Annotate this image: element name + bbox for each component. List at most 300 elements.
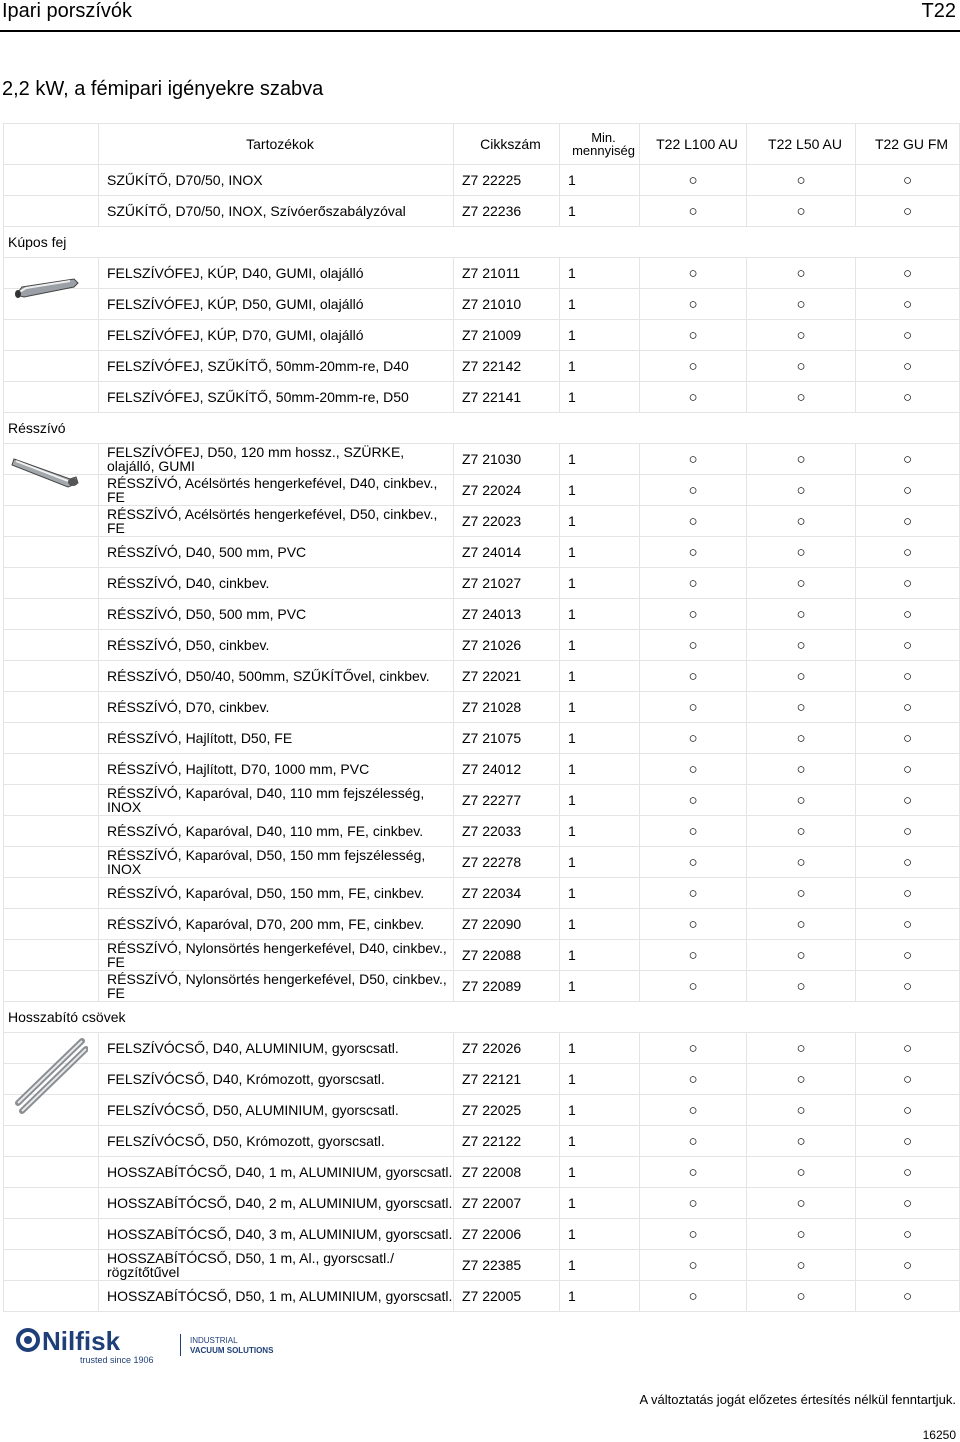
table-row	[4, 289, 960, 320]
table-row	[4, 878, 960, 909]
item-name: RÉSSZÍVÓ, Kaparóval, D50, 150 mm, FE, cinkbev.	[99, 878, 454, 909]
item-min-qty: 1	[560, 1157, 640, 1188]
availability-l50: ○	[747, 847, 856, 878]
table-row	[4, 1188, 960, 1219]
table-row	[4, 568, 960, 599]
availability-l50: ○	[747, 878, 856, 909]
availability-gu: ○	[856, 165, 960, 196]
availability-l100: ○	[640, 537, 747, 568]
row-image-cell	[4, 382, 99, 413]
availability-l50: ○	[747, 661, 856, 692]
item-code: Z7 24012	[454, 754, 560, 785]
availability-l100: ○	[640, 351, 747, 382]
table-row	[4, 723, 960, 754]
item-name: RÉSSZÍVÓ, Hajlított, D70, 1000 mm, PVC	[99, 754, 454, 785]
table-row	[4, 816, 960, 847]
header-title: Ipari porszívók	[2, 0, 133, 22]
availability-gu: ○	[856, 1033, 960, 1064]
nilfisk-logo	[16, 1326, 316, 1366]
item-min-qty: 1	[560, 1033, 640, 1064]
item-code: Z7 21026	[454, 630, 560, 661]
availability-l100: ○	[640, 506, 747, 537]
accessories-table	[3, 123, 960, 1312]
availability-l100: ○	[640, 1033, 747, 1064]
item-min-qty: 1	[560, 785, 640, 816]
item-name: RÉSSZÍVÓ, D70, cinkbev.	[99, 692, 454, 723]
header-divider	[0, 30, 960, 32]
item-code: Z7 22122	[454, 1126, 560, 1157]
availability-l50: ○	[747, 475, 856, 506]
group-row	[4, 1002, 960, 1033]
table-row	[4, 444, 960, 475]
row-image-cell	[4, 1095, 99, 1126]
availability-l50: ○	[747, 599, 856, 630]
item-name: RÉSSZÍVÓ, Nylonsörtés hengerkefével, D50, cinkbev., FE	[99, 971, 454, 1002]
availability-gu: ○	[856, 940, 960, 971]
item-min-qty: 1	[560, 320, 640, 351]
item-name: FELSZÍVÓCSŐ, D40, ALUMINIUM, gyorscsatl.	[99, 1033, 454, 1064]
item-name: RÉSSZÍVÓ, D50, 500 mm, PVC	[99, 599, 454, 630]
item-name: FELSZÍVÓFEJ, KÚP, D70, GUMI, olajálló	[99, 320, 454, 351]
availability-gu: ○	[856, 1188, 960, 1219]
availability-gu: ○	[856, 475, 960, 506]
availability-l100: ○	[640, 754, 747, 785]
item-min-qty: 1	[560, 196, 640, 227]
table-row	[4, 351, 960, 382]
availability-gu: ○	[856, 847, 960, 878]
logo-brand: Nilfisk	[42, 1326, 121, 1356]
item-min-qty: 1	[560, 351, 640, 382]
row-image-cell	[4, 816, 99, 847]
row-image-cell	[4, 1064, 99, 1095]
availability-l50: ○	[747, 1281, 856, 1312]
availability-l50: ○	[747, 506, 856, 537]
item-code: Z7 21009	[454, 320, 560, 351]
row-image-cell	[4, 785, 99, 816]
item-code: Z7 21011	[454, 258, 560, 289]
table-row	[4, 1126, 960, 1157]
item-code: Z7 22026	[454, 1033, 560, 1064]
availability-l50: ○	[747, 1157, 856, 1188]
availability-gu: ○	[856, 723, 960, 754]
header-accessories: Tartozékok	[99, 124, 454, 165]
availability-gu: ○	[856, 816, 960, 847]
availability-l100: ○	[640, 971, 747, 1002]
item-code: Z7 21030	[454, 444, 560, 475]
row-image-cell	[4, 320, 99, 351]
table-row	[4, 630, 960, 661]
item-code: Z7 22141	[454, 382, 560, 413]
item-min-qty: 1	[560, 506, 640, 537]
item-name: FELSZÍVÓFEJ, D50, 120 mm hossz., SZÜRKE, olajálló, GUMI	[99, 444, 454, 475]
row-image-cell	[4, 1281, 99, 1312]
item-name: RÉSSZÍVÓ, D50/40, 500mm, SZŰKÍTŐvel, cinkbev.	[99, 661, 454, 692]
availability-l50: ○	[747, 723, 856, 754]
item-min-qty: 1	[560, 537, 640, 568]
item-min-qty: 1	[560, 971, 640, 1002]
group-row	[4, 413, 960, 444]
availability-l50: ○	[747, 754, 856, 785]
row-image-cell	[4, 165, 99, 196]
item-code: Z7 22225	[454, 165, 560, 196]
item-code: Z7 22089	[454, 971, 560, 1002]
item-name: RÉSSZÍVÓ, Nylonsörtés hengerkefével, D40, cinkbev., FE	[99, 940, 454, 971]
item-min-qty: 1	[560, 1064, 640, 1095]
item-name: RÉSSZÍVÓ, Acélsörtés hengerkefével, D40, cinkbev., FE	[99, 475, 454, 506]
availability-l50: ○	[747, 444, 856, 475]
availability-l50: ○	[747, 537, 856, 568]
availability-gu: ○	[856, 1126, 960, 1157]
table-row	[4, 1250, 960, 1281]
availability-gu: ○	[856, 630, 960, 661]
item-min-qty: 1	[560, 878, 640, 909]
item-code: Z7 21027	[454, 568, 560, 599]
availability-gu: ○	[856, 599, 960, 630]
availability-gu: ○	[856, 351, 960, 382]
availability-gu: ○	[856, 1064, 960, 1095]
availability-l50: ○	[747, 258, 856, 289]
item-code: Z7 22034	[454, 878, 560, 909]
availability-l50: ○	[747, 692, 856, 723]
item-min-qty: 1	[560, 289, 640, 320]
table-row	[4, 537, 960, 568]
table-row	[4, 165, 960, 196]
availability-gu: ○	[856, 1095, 960, 1126]
availability-l100: ○	[640, 785, 747, 816]
table-row	[4, 661, 960, 692]
item-name: RÉSSZÍVÓ, D40, cinkbev.	[99, 568, 454, 599]
availability-l100: ○	[640, 661, 747, 692]
row-image-cell	[4, 1157, 99, 1188]
group-label: Kúpos fej	[4, 227, 960, 258]
availability-l50: ○	[747, 1126, 856, 1157]
row-image-cell	[4, 723, 99, 754]
availability-l50: ○	[747, 816, 856, 847]
item-code: Z7 21075	[454, 723, 560, 754]
item-min-qty: 1	[560, 1219, 640, 1250]
table-row	[4, 382, 960, 413]
item-code: Z7 22277	[454, 785, 560, 816]
availability-l100: ○	[640, 1188, 747, 1219]
availability-l50: ○	[747, 1188, 856, 1219]
availability-l100: ○	[640, 816, 747, 847]
row-image-cell	[4, 506, 99, 537]
availability-l100: ○	[640, 1250, 747, 1281]
availability-l100: ○	[640, 909, 747, 940]
availability-gu: ○	[856, 258, 960, 289]
row-image-cell	[4, 289, 99, 320]
table-row	[4, 754, 960, 785]
item-min-qty: 1	[560, 723, 640, 754]
item-min-qty: 1	[560, 1126, 640, 1157]
availability-l100: ○	[640, 1064, 747, 1095]
item-min-qty: 1	[560, 382, 640, 413]
item-name: SZŰKÍTŐ, D70/50, INOX, Szívóerőszabályzóval	[99, 196, 454, 227]
item-min-qty: 1	[560, 475, 640, 506]
item-min-qty: 1	[560, 816, 640, 847]
item-code: Z7 21028	[454, 692, 560, 723]
item-code: Z7 22023	[454, 506, 560, 537]
availability-l100: ○	[640, 940, 747, 971]
item-name: HOSSZABÍTÓCSŐ, D40, 1 m, ALUMINIUM, gyorscsatl.	[99, 1157, 454, 1188]
item-name: HOSSZABÍTÓCSŐ, D40, 3 m, ALUMINIUM, gyorscsatl.	[99, 1219, 454, 1250]
availability-l100: ○	[640, 568, 747, 599]
availability-l100: ○	[640, 1126, 747, 1157]
table-row	[4, 506, 960, 537]
item-code: Z7 22008	[454, 1157, 560, 1188]
item-code: Z7 22033	[454, 816, 560, 847]
item-min-qty: 1	[560, 444, 640, 475]
availability-l100: ○	[640, 165, 747, 196]
availability-gu: ○	[856, 1157, 960, 1188]
availability-l100: ○	[640, 1281, 747, 1312]
availability-l100: ○	[640, 599, 747, 630]
availability-gu: ○	[856, 444, 960, 475]
row-image-cell	[4, 475, 99, 506]
availability-l100: ○	[640, 847, 747, 878]
row-image-cell	[4, 1126, 99, 1157]
item-name: HOSSZABÍTÓCSŐ, D40, 2 m, ALUMINIUM, gyorscsatl.	[99, 1188, 454, 1219]
item-min-qty: 1	[560, 630, 640, 661]
item-name: RÉSSZÍVÓ, D50, cinkbev.	[99, 630, 454, 661]
header-model-gu: T22 GU FM	[856, 124, 960, 165]
item-min-qty: 1	[560, 1250, 640, 1281]
item-min-qty: 1	[560, 847, 640, 878]
availability-l50: ○	[747, 382, 856, 413]
table-row	[4, 971, 960, 1002]
availability-gu: ○	[856, 506, 960, 537]
item-name: FELSZÍVÓFEJ, SZŰKÍTŐ, 50mm-20mm-re, D50	[99, 382, 454, 413]
table-row	[4, 692, 960, 723]
header-image-col	[4, 124, 99, 165]
availability-gu: ○	[856, 320, 960, 351]
item-code: Z7 22025	[454, 1095, 560, 1126]
item-min-qty: 1	[560, 692, 640, 723]
availability-l50: ○	[747, 568, 856, 599]
availability-l50: ○	[747, 1250, 856, 1281]
table-row	[4, 1095, 960, 1126]
item-min-qty: 1	[560, 568, 640, 599]
row-image-cell	[4, 258, 99, 289]
header-code: Cikkszám	[454, 124, 560, 165]
item-code: Z7 22090	[454, 909, 560, 940]
item-code: Z7 21010	[454, 289, 560, 320]
availability-gu: ○	[856, 1219, 960, 1250]
row-image-cell	[4, 1250, 99, 1281]
availability-l50: ○	[747, 785, 856, 816]
table-row	[4, 909, 960, 940]
item-min-qty: 1	[560, 909, 640, 940]
row-image-cell	[4, 754, 99, 785]
availability-l100: ○	[640, 1157, 747, 1188]
availability-gu: ○	[856, 754, 960, 785]
row-image-cell	[4, 196, 99, 227]
availability-l50: ○	[747, 1033, 856, 1064]
row-image-cell	[4, 971, 99, 1002]
item-name: RÉSSZÍVÓ, Acélsörtés hengerkefével, D50, cinkbev., FE	[99, 506, 454, 537]
row-image-cell	[4, 444, 99, 475]
table-row	[4, 599, 960, 630]
header-model-l100: T22 L100 AU	[640, 124, 747, 165]
row-image-cell	[4, 940, 99, 971]
item-min-qty: 1	[560, 1281, 640, 1312]
availability-l50: ○	[747, 165, 856, 196]
item-name: RÉSSZÍVÓ, D40, 500 mm, PVC	[99, 537, 454, 568]
item-code: Z7 22007	[454, 1188, 560, 1219]
group-label: Hosszabító csövek	[4, 1002, 960, 1033]
availability-l100: ○	[640, 1219, 747, 1250]
availability-gu: ○	[856, 537, 960, 568]
item-name: RÉSSZÍVÓ, Kaparóval, D70, 200 mm, FE, cinkbev.	[99, 909, 454, 940]
table-row	[4, 1064, 960, 1095]
availability-l50: ○	[747, 940, 856, 971]
item-code: Z7 22088	[454, 940, 560, 971]
item-code: Z7 22278	[454, 847, 560, 878]
availability-l50: ○	[747, 351, 856, 382]
item-code: Z7 22385	[454, 1250, 560, 1281]
item-code: Z7 22142	[454, 351, 560, 382]
logo-tagline: trusted since 1906	[80, 1355, 154, 1365]
availability-gu: ○	[856, 1281, 960, 1312]
header-model: T22	[921, 0, 956, 22]
footer-disclaimer: A változtatás jogát előzetes értesítés nélkül fenntartjuk.	[639, 1392, 956, 1407]
item-min-qty: 1	[560, 661, 640, 692]
table-row	[4, 940, 960, 971]
item-code: Z7 22021	[454, 661, 560, 692]
row-image-cell	[4, 661, 99, 692]
group-label: Résszívó	[4, 413, 960, 444]
availability-l100: ○	[640, 196, 747, 227]
row-image-cell	[4, 878, 99, 909]
item-name: FELSZÍVÓCSŐ, D50, Krómozott, gyorscsatl.	[99, 1126, 454, 1157]
item-name: SZŰKÍTŐ, D70/50, INOX	[99, 165, 454, 196]
availability-l50: ○	[747, 630, 856, 661]
table-row	[4, 785, 960, 816]
row-image-cell	[4, 909, 99, 940]
availability-gu: ○	[856, 878, 960, 909]
availability-gu: ○	[856, 568, 960, 599]
item-name: FELSZÍVÓFEJ, KÚP, D40, GUMI, olajálló	[99, 258, 454, 289]
table-row	[4, 1219, 960, 1250]
availability-l50: ○	[747, 1064, 856, 1095]
availability-l100: ○	[640, 320, 747, 351]
row-image-cell	[4, 351, 99, 382]
availability-gu: ○	[856, 692, 960, 723]
row-image-cell	[4, 1219, 99, 1250]
row-image-cell	[4, 568, 99, 599]
availability-l100: ○	[640, 1095, 747, 1126]
row-image-cell	[4, 1033, 99, 1064]
availability-l50: ○	[747, 196, 856, 227]
availability-l100: ○	[640, 723, 747, 754]
item-code: Z7 24013	[454, 599, 560, 630]
availability-l100: ○	[640, 444, 747, 475]
table-row	[4, 475, 960, 506]
row-image-cell	[4, 537, 99, 568]
item-code: Z7 22006	[454, 1219, 560, 1250]
row-image-cell	[4, 630, 99, 661]
item-min-qty: 1	[560, 940, 640, 971]
item-code: Z7 22121	[454, 1064, 560, 1095]
table-header-row	[4, 124, 960, 165]
item-name: RÉSSZÍVÓ, Kaparóval, D40, 110 mm fejszélesség, INOX	[99, 785, 454, 816]
row-image-cell	[4, 1188, 99, 1219]
item-name: FELSZÍVÓCSŐ, D50, ALUMINIUM, gyorscsatl.	[99, 1095, 454, 1126]
availability-l100: ○	[640, 692, 747, 723]
availability-gu: ○	[856, 661, 960, 692]
item-min-qty: 1	[560, 1188, 640, 1219]
table-row	[4, 1033, 960, 1064]
availability-l50: ○	[747, 320, 856, 351]
availability-l50: ○	[747, 289, 856, 320]
row-image-cell	[4, 692, 99, 723]
item-code: Z7 22024	[454, 475, 560, 506]
item-code: Z7 24014	[454, 537, 560, 568]
item-name: HOSSZABÍTÓCSŐ, D50, 1 m, Al., gyorscsatl./ rögzítőtűvel	[99, 1250, 454, 1281]
item-name: HOSSZABÍTÓCSŐ, D50, 1 m, ALUMINIUM, gyorscsatl.	[99, 1281, 454, 1312]
item-name: FELSZÍVÓFEJ, SZŰKÍTŐ, 50mm-20mm-re, D40	[99, 351, 454, 382]
table-row	[4, 1157, 960, 1188]
table-row	[4, 258, 960, 289]
table-body	[4, 165, 960, 1312]
item-code: Z7 22236	[454, 196, 560, 227]
header-min-qty	[560, 124, 640, 165]
table-row	[4, 196, 960, 227]
row-image-cell	[4, 599, 99, 630]
availability-gu: ○	[856, 971, 960, 1002]
header-min-qty-line2: mennyiség	[572, 143, 635, 158]
availability-gu: ○	[856, 1250, 960, 1281]
item-name: RÉSSZÍVÓ, Kaparóval, D40, 110 mm, FE, cinkbev.	[99, 816, 454, 847]
availability-l50: ○	[747, 909, 856, 940]
header-model-l50: T22 L50 AU	[747, 124, 856, 165]
page-subtitle: 2,2 kW, a fémipari igényekre szabva	[2, 78, 324, 100]
availability-l100: ○	[640, 878, 747, 909]
group-row	[4, 227, 960, 258]
availability-l50: ○	[747, 1095, 856, 1126]
table-row	[4, 847, 960, 878]
availability-l50: ○	[747, 971, 856, 1002]
item-name: FELSZÍVÓFEJ, KÚP, D50, GUMI, olajálló	[99, 289, 454, 320]
header-min-qty-line1: Min.	[591, 130, 616, 145]
item-name: FELSZÍVÓCSŐ, D40, Krómozott, gyorscsatl.	[99, 1064, 454, 1095]
availability-l100: ○	[640, 630, 747, 661]
nilfisk-logo-graphic	[16, 1326, 316, 1366]
availability-gu: ○	[856, 289, 960, 320]
availability-l100: ○	[640, 258, 747, 289]
availability-l50: ○	[747, 1219, 856, 1250]
item-name: RÉSSZÍVÓ, Hajlított, D50, FE	[99, 723, 454, 754]
item-min-qty: 1	[560, 165, 640, 196]
item-code: Z7 22005	[454, 1281, 560, 1312]
availability-gu: ○	[856, 909, 960, 940]
accessories-table-wrapper	[3, 123, 960, 1312]
availability-l100: ○	[640, 289, 747, 320]
availability-gu: ○	[856, 196, 960, 227]
item-min-qty: 1	[560, 1095, 640, 1126]
availability-gu: ○	[856, 382, 960, 413]
table-row	[4, 1281, 960, 1312]
availability-gu: ○	[856, 785, 960, 816]
logo-division-1: INDUSTRIAL	[190, 1336, 238, 1345]
availability-l100: ○	[640, 475, 747, 506]
item-name: RÉSSZÍVÓ, Kaparóval, D50, 150 mm fejszélesség, INOX	[99, 847, 454, 878]
item-min-qty: 1	[560, 599, 640, 630]
availability-l100: ○	[640, 382, 747, 413]
row-image-cell	[4, 847, 99, 878]
footer-page-number: 16250	[922, 1428, 956, 1442]
logo-division-2: VACUUM SOLUTIONS	[190, 1346, 274, 1355]
